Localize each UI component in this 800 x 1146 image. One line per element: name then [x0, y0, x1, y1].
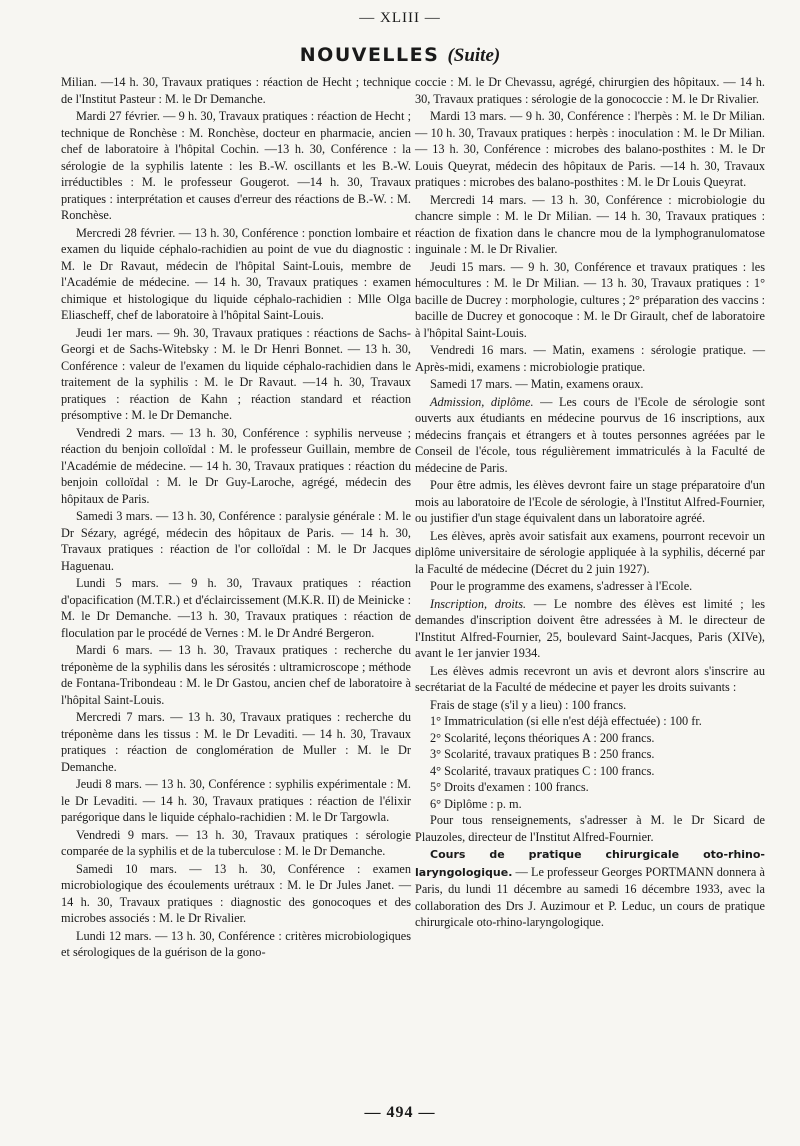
left-paragraph: Samedi 10 mars. — 13 h. 30, Conférence : examen microbiologique des écoulements urétraux : M. le Dr Jules Janet. — 14 h. 30, Travaux pratiques : diagnostic des gonocoques et des microbes associés : M. le Dr Rivalier.	[61, 861, 411, 925]
fees-intro: Les élèves admis recevront un avis et devront alors s'inscrire au secrétariat de la Faculté de médecine et payer les droits suivants :	[415, 663, 765, 694]
section-title-suffix: (Suite)	[447, 45, 501, 66]
inscription-paragraph	[415, 596, 765, 662]
right-paragraph: Pour le programme des examens, s'adresser à l'Ecole.	[430, 579, 693, 593]
left-paragraph: Mercredi 28 février. — 13 h. 30, Conférence : ponction lombaire et examen du liquide céphalo-rachidien au point de vue du diagnostic : M. le Dr Ravaut, médecin de l'hôpital Saint-Louis, membre de l'Académie de médecine. — 14 h. 30, Travaux pratiques : examen chimique et histologique du liquide céphalo-rachidien : Mlle Olga Eliascheff, chef de laboratoire à l'hôpital Saint-Louis.	[61, 225, 411, 322]
left-paragraph: Lundi 5 mars. — 9 h. 30, Travaux pratiques : réaction d'opacification (M.T.R.) et d'éclaircissement (M.K.R. II) de Meinicke : M. le Dr Demanche. —13 h. 30, Travaux pratiques : réaction de floculation par le procédé de Vernes : M. le Dr André Bergeron.	[61, 576, 411, 640]
right-paragraph: Jeudi 15 mars. — 9 h. 30, Conférence et travaux pratiques : les hémocultures : M. le Dr Milian. — 13 h. 30, Travaux pratiques : 1° bacille de Ducrey : morphologie, cultures ; 2° préparation des vaccins : bacille de Ducrey et gonocoque : M. le Dr Girault, chef de laboratoire à l'hôpital Saint-Louis.	[415, 259, 765, 340]
right-paragraph: Mercredi 14 mars. — 13 h. 30, Conférence : microbiologie du chancre simple : M. le Dr Milian. — 14 h. 30, Travaux pratiques : réaction de fixation dans le chancre mou de la lymphogranulomatose inguinale : M. le Dr Rivalier.	[415, 192, 765, 256]
left-paragraph: Samedi 3 mars. — 13 h. 30, Conférence : paralysie générale : M. le Dr Sézary, agrégé, médecin des hôpitaux de Paris. — 14 h. 30, Travaux pratiques : réaction de l'or colloïdal : M. le Dr Jacques Haguenau.	[61, 509, 411, 573]
left-paragraph: Vendredi 9 mars. — 13 h. 30, Travaux pratiques : sérologie comparée de la syphilis et de la tuberculose : M. le Dr Demanche.	[61, 827, 411, 858]
page-number: — 494 —	[364, 1104, 436, 1121]
fee-item: 4° Scolarité, travaux pratiques C : 100 francs.	[430, 763, 655, 778]
left-paragraph: Lundi 12 mars. — 13 h. 30, Conférence : critères microbiologiques et sérologiques de la guérison de la gono-	[61, 928, 411, 959]
left-paragraph: Jeudi 8 mars. — 13 h. 30, Conférence : syphilis expérimentale : M. le Dr Levaditi. — 14 h. 30, Travaux pratiques : réaction de l'élixir parégorique dans le liquide céphalo-rachidien : M. le Dr Targowla.	[61, 777, 411, 824]
right-paragraph: Les élèves, après avoir satisfait aux examens, pourront recevoir un diplôme universitaire de sérologie appliquée à la syphilis, décerné par la Faculté de médecine (Décret du 2 juin 1927).	[415, 528, 765, 576]
left-paragraph: Mardi 6 mars. — 13 h. 30, Travaux pratiques : recherche du tréponème de la syphilis dans les sérosités : ultramicroscope ; méthode de Fontana-Tribondeau : M. le Dr Gastou, ancien chef de laboratoire à l'hôpital Saint-Louis.	[61, 643, 411, 707]
right-paragraph: Samedi 17 mars. — Matin, examens oraux.	[430, 377, 644, 391]
right-paragraph: Vendredi 16 mars. — Matin, examens : sérologie pratique. — Après-midi, examens : microbiologie pratique.	[415, 343, 765, 374]
left-column	[61, 74, 411, 962]
inscription-text: — Le nombre des élèves est limité ; les demandes d'inscription doivent être adressées à M. le directeur de l'Institut Alfred-Fournier, 25, boulevard Saint-Jacques, Paris (XIVe), avant le 1er janvier 1934.	[415, 596, 765, 660]
section-title	[0, 44, 800, 67]
left-paragraph: Jeudi 1er mars. — 9h. 30, Travaux pratiques : réactions de Sachs-Georgi et de Sachs-Witebsky : M. le Dr Henri Bonnet. — 13 h. 30, Conférence : valeur de l'examen du liquide céphalo-rachidien dans le traitement de la syphilis : M. le Dr Ravaut. —14 h. 30, Travaux pratiques : réaction de Kahn ; réaction standard et réaction présomptive : M. le Dr Demanche.	[61, 325, 411, 422]
fee-item: 2° Scolarité, leçons théoriques A : 200 francs.	[430, 730, 655, 745]
left-paragraph: Mardi 27 février. — 9 h. 30, Travaux pratiques : réaction de Hecht ; technique de Ronchèse : M. Ronchèse, docteur en pharmacie, ancien chef de laboratoire à l'hôpital Cochin. —13 h. 30, Conférence : la sérologie de la syphilis latente : les B.-W. oscillants et les B.-W. irréductibles : M. le professeur Gougerot. —14 h. 30, Travaux pratiques : interprétation et causes d'erreur des réactions de B.-W. : M. Ronchèse.	[61, 109, 411, 222]
fee-item: Frais de stage (s'il y a lieu) : 100 francs.	[430, 697, 627, 712]
course-paragraph	[415, 846, 765, 931]
fee-item: 3° Scolarité, travaux pratiques B : 250 francs.	[430, 747, 655, 761]
left-paragraph: Mercredi 7 mars. — 13 h. 30, Travaux pratiques : recherche du tréponème dans les tissus : M. le Dr Levaditi. — 14 h. 30, Travaux pratiques : réaction de conglomération de Muller : M. le Dr Demanche.	[61, 710, 411, 774]
right-column	[415, 74, 765, 932]
admission-paragraph	[415, 394, 765, 477]
left-paragraph: Vendredi 2 mars. — 13 h. 30, Conférence : syphilis nerveuse ; réaction du benjoin colloïdal : M. le professeur Guillain, membre de l'Académie de médecine. — 14 h. 30, Travaux pratiques : réaction du benjoin colloïdal : M. le Dr Guy-Laroche, agrégé, médecin des hôpitaux de Paris.	[61, 425, 411, 506]
right-paragraph: Mardi 13 mars. — 9 h. 30, Conférence : l'herpès : M. le Dr Milian. — 10 h. 30, Travaux pratiques : herpès : inoculation : M. le Dr Milian. — 13 h. 30, Conférence : microbes des balano-posthites : M. le Dr Louis Queyrat, médecin des hôpitaux de Paris. —14 h. 30, Travaux pratiques : microbes des balano-posthites : M. le Dr Louis Queyrat.	[415, 109, 765, 189]
right-paragraph: coccie : M. le Dr Chevassu, agrégé, chirurgien des hôpitaux. — 14 h. 30, Travaux pratiques : sérologie de la gonococcie : M. le Dr Rivalier.	[415, 75, 765, 106]
section-title-text: NOUVELLES	[299, 44, 440, 66]
admission-text: — Les cours de l'Ecole de sérologie sont ouverts aux étudiants en médecine pourvus de 16 inscriptions, aux médecins français et étrangers et à toutes personnes agréées par le Conseil de l'école, tous régulièrement immatriculés à la Faculté de médecine de Paris.	[415, 394, 765, 475]
right-paragraph: Pour être admis, les élèves devront faire un stage préparatoire d'un mois au laboratoire de l'Ecole de sérologie, à l'Institut Alfred-Fournier, ou justifier d'un stage équivalent dans un laboratoire agréé.	[415, 478, 765, 525]
page-roman-header: — XLIII —	[359, 10, 441, 26]
course-label: Cours de pratique chirurgicale oto-rhino-laryngologique.	[415, 848, 765, 879]
fee-item: 5° Droits d'examen : 100 francs.	[430, 780, 589, 794]
fee-item: 6° Diplôme : p. m.	[430, 796, 522, 811]
fee-item: 1° Immatriculation (si elle n'est déjà effectuée) : 100 fr.	[430, 714, 702, 728]
course-text: — Le professeur Georges PORTMANN donnera à Paris, du lundi 11 décembre au samedi 16 décembre 1933, avec la collaboration des Drs J. Auzimour et P. Leduc, un cours de pratique chirurgicale oto-rhino-laryngologique.	[415, 864, 765, 929]
left-paragraph: Milian. —14 h. 30, Travaux pratiques : réaction de Hecht ; technique de l'Institut Pasteur : M. le Dr Demanche.	[61, 75, 411, 106]
admission-label: Admission, diplôme.	[430, 394, 534, 409]
inscription-label: Inscription, droits.	[430, 596, 527, 611]
contact-paragraph: Pour tous renseignements, s'adresser à M. le Dr Sicard de Plauzoles, directeur de l'Institut Alfred-Fournier.	[415, 813, 765, 844]
